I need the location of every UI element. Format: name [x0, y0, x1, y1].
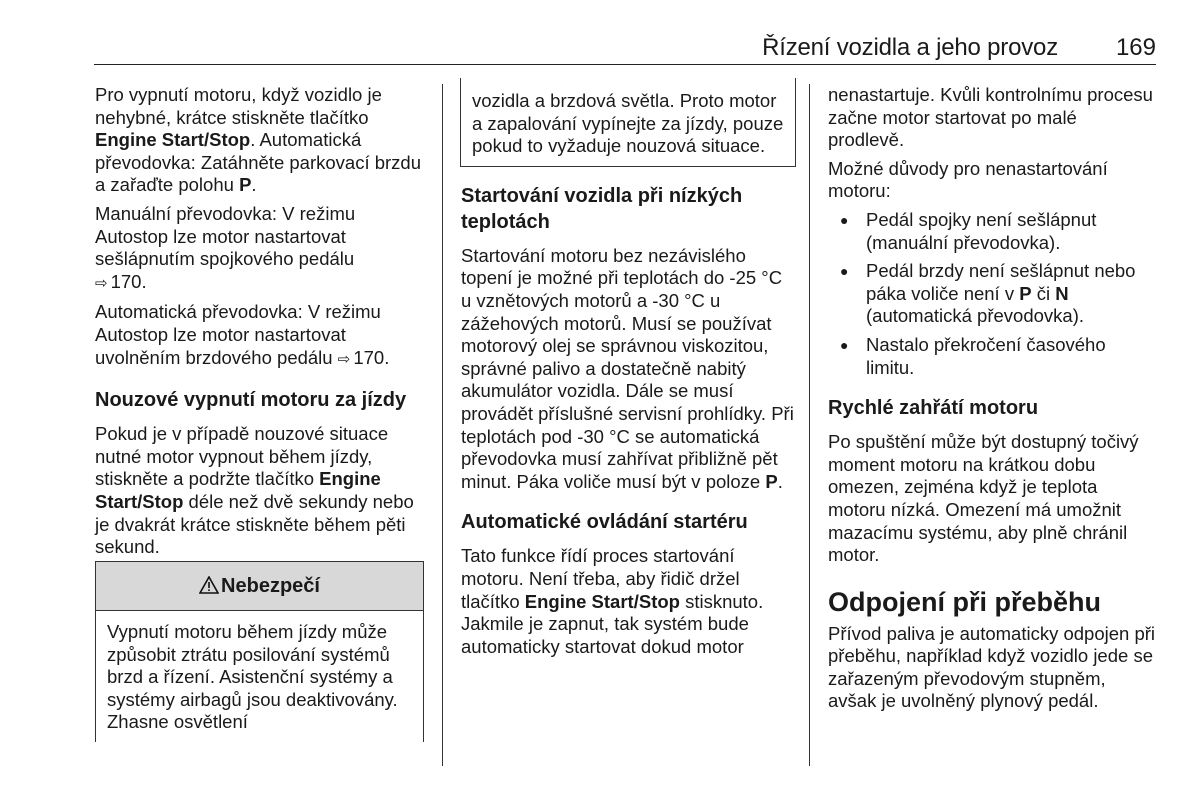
section-heading: Startování vozidla při nízkých teplotách: [461, 184, 743, 233]
list-item: ● Nastalo překročení časového limitu.: [828, 334, 1158, 379]
list-item: ● Pedál brzdy není sešlápnut nebo páka voliče není v P či N (automatická převodovka).: [828, 260, 1158, 328]
paragraph: Pokud je v případě nouzové situace nutné motor vypnout během jízdy, stiskněte a podržte tlačítko Engine Start/Stop déle než dvě sekundy nebo je dvakrát krátce stiskněte během pěti sekund.: [95, 423, 414, 558]
paragraph: Přívod paliva je automaticky odpojen při přeběhu, například když vozidlo jede se zařazeným převodovým stupněm, avšak je uvolněný plynový pedál.: [828, 622, 1156, 712]
paragraph: Manuální převodovka: V režimu Autostop lze motor nastartovat sešlápnutím spojkového pedálu ⇨ 170.: [95, 203, 425, 295]
danger-text-continued: vozidla a brzdová světla. Proto motor a zapalování vypínejte za jízdy, pouze pokud to vyžaduje nouzová situace.: [472, 90, 784, 157]
paragraph: Tato funkce řídí proces startování motoru. Není třeba, aby řidič držel tlačítko Engine Start/Stop stisknuto. Jakmile je zapnut, tak systém bude automaticky startovat dokud motor: [461, 545, 764, 657]
column-divider-1: [442, 84, 443, 766]
chapter-heading: Odpojení při přeběhu: [828, 586, 1102, 617]
column-2: [461, 78, 796, 664]
paragraph: nenastartuje. Kvůli kontrolnímu procesu začne motor startovat po malé prodlevě.: [828, 84, 1153, 151]
chapter-title: Řízení vozidla a jeho provoz: [762, 34, 1058, 61]
list-item: ● Pedál spojky není sešlápnut (manuální převodovka).: [828, 209, 1158, 254]
section-heading: Automatické ovládání startéru: [461, 511, 748, 534]
column-3: [828, 84, 1158, 719]
page-number: 169: [1115, 34, 1156, 61]
danger-box-continued: [460, 78, 796, 167]
warning-triangle-icon: [199, 576, 219, 594]
danger-title: Nebezpečí: [221, 575, 320, 597]
page-reference[interactable]: ⇨ 170: [95, 271, 141, 292]
danger-box: [95, 561, 424, 742]
running-header: [94, 32, 1156, 65]
paragraph: Automatická převodovka: V režimu Autostop lze motor nastartovat uvolněním brzdového pedálu ⇨ 170.: [95, 301, 425, 371]
paragraph: Pro vypnutí motoru, když vozidlo je nehybné, krátce stiskněte tlačítko Engine Start/Stop. Automatická převodovka: Zatáhněte parkovací brzdu a zařaďte polohu P.: [95, 84, 421, 196]
danger-text: Vypnutí motoru během jízdy může způsobit ztrátu posilování systémů brzd a řízení. Asistenční systémy a systémy airbagů jsou deaktivovány. Zhasne osvětlení: [107, 621, 398, 733]
column-divider-2: [809, 84, 810, 766]
danger-header: [96, 562, 423, 611]
section-heading: Nouzové vypnutí motoru za jízdy: [95, 389, 407, 412]
page-reference[interactable]: ⇨ 170: [338, 347, 384, 368]
reasons-list: [828, 209, 1158, 379]
section-heading: Rychlé zahřátí motoru: [828, 397, 1039, 420]
button-name: Engine Start/Stop: [95, 129, 251, 151]
column-1: [95, 84, 425, 565]
paragraph: Po spuštění může být dostupný točivý moment motoru na krátkou dobu omezen, zejména když je teplota motoru nízká. Omezení má umožnit mazacímu systému, aby plně chránil motor.: [828, 431, 1139, 566]
paragraph: Možné důvody pro nenastartování motoru:: [828, 157, 1108, 202]
paragraph: Startování motoru bez nezávislého topení je možné při teplotách do -25 °C u vznětových motorů a -30 °C u zážehových motorů. Musí se používat motorový olej se správnou viskozitou, správné palivo a dostatečně nabitý akumulátor vozidla. Dále se musí provádět příslušné servisní prohlídky. Při teplotách pod -30 °C se automatická převodovka musí zahřívat přibližně pět minut. Páka voliče musí být v poloze P.: [461, 244, 794, 492]
